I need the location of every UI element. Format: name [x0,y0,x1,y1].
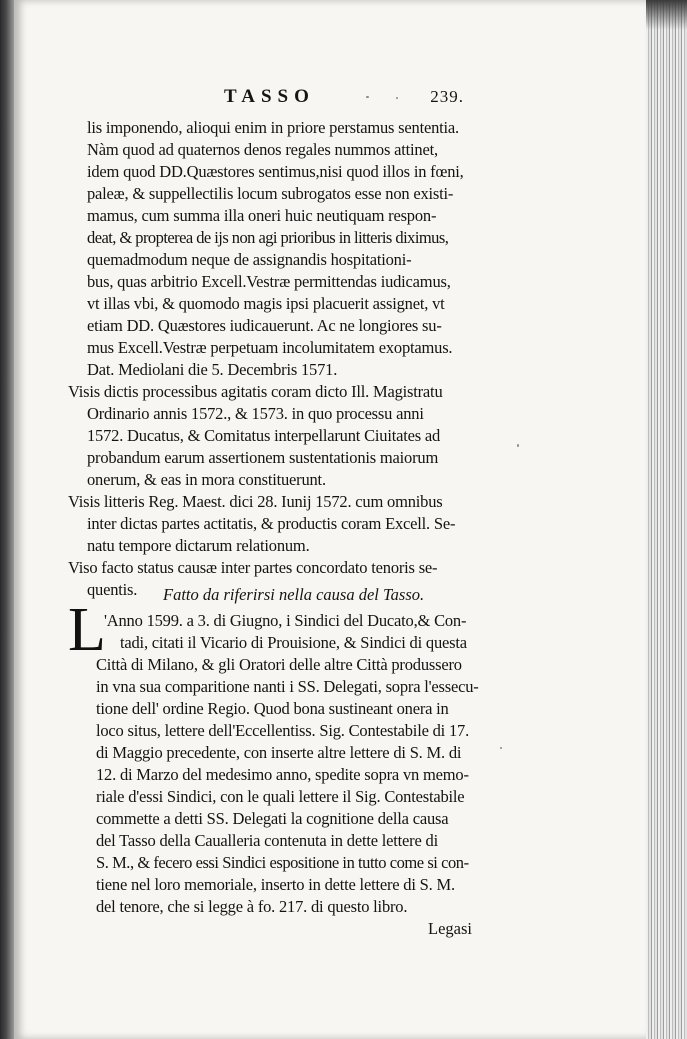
body-line: Visis litteris Reg. Maest. dici 28. Iunij 1572. cum omnibus [68,492,443,511]
body-line: Ordinario annis 1572., & 1573. in quo processu anni [87,404,424,423]
body-line: 1572. Ducatus, & Comitatus interpellarunt Ciuitates ad [87,426,441,445]
body-line: inter dictas partes actitatis, & productis coram Excell. Se- [87,514,456,533]
section-line: in vna sua comparitione nanti i SS. Delegati, sopra l'essecu- [96,677,479,696]
section-line: di Maggio precedente, con inserte altre lettere di S. M. di [96,743,462,762]
ink-speck [396,97,398,99]
section-line: 'Anno 1599. a 3. di Giugno, i Sindici del Ducato,& Con- [104,611,467,630]
body-line: quentis. [87,580,138,599]
ink-speck [500,747,502,749]
body-line: Nàm quod ad quaternos denos regales nummos attinet, [87,140,438,159]
body-line: probandum earum assertionem sustentationis maiorum [87,448,439,467]
body-line: quemadmodum neque de assignandis hospitationi- [87,250,412,269]
body-line: onerum, & eas in mora constituerunt. [87,470,326,489]
section-line: tiene nel loro memoriale, inserto in dette lettere di S. M. [96,875,455,894]
body-line: paleæ, & suppellectilis locum subrogatos esse non existi- [87,184,454,203]
body-line: Visis dictis processibus agitatis coram dicto Ill. Magistratu [68,382,443,401]
body-line: vt illas vbi, & quomodo magis ipsi placuerit assignet, vt [87,294,445,313]
body-line: Dat. Mediolani die 5. Decembris 1571. [87,360,338,379]
section-line: riale d'essi Sindici, con le quali lettere il Sig. Contestabile [96,787,465,806]
ink-speck [517,444,519,447]
drop-cap: L [68,596,106,664]
section-line: 12. di Marzo del medesimo anno, spedite sopra vn memo- [96,765,469,784]
body-line: natu tempore dictarum relationum. [87,536,310,555]
ink-speck [366,96,369,98]
body-line: deat, & propterea de ijs non agi prioribus in litteris diximus, [87,228,449,247]
body-line: Viso facto status causæ inter partes concordato tenoris se- [68,558,438,577]
catchword: Legasi [428,919,472,938]
body-line: mamus, cum summa illa oneri huic neutiquam respon- [87,206,437,225]
section-line: loco situs, lettere dell'Eccellentiss. Sig. Contestabile di 17. [96,721,470,740]
section-heading: Fatto da riferirsi nella causa del Tasso. [163,585,425,604]
body-line: lis imponendo, alioqui enim in priore perstamus sententia. [87,118,459,137]
body-line: bus, quas arbitrio Excell.Vestræ permittendas iudicamus, [87,272,451,291]
body-line: idem quod DD.Quæstores sentimus,nisi quod illos in fœni, [87,162,464,181]
section-line: tione dell' ordine Regio. Quod bona sustineant onera in [96,699,449,718]
running-title: TASSO [224,86,315,107]
section-line: tadi, citati il Vicario di Prouisione, & Sindici di questa [120,633,467,652]
section-line: del tenore, che si legge à fo. 217. di questo libro. [96,897,408,916]
body-line: mus Excell.Vestræ perpetuam incolumitatem exoptamus. [87,338,453,357]
body-line: etiam DD. Quæstores iudicauerunt. Ac ne longiores su- [87,316,442,335]
page-number: 239. [430,87,464,106]
section-line: del Tasso della Caualleria contenuta in dette lettere di [96,831,438,850]
section-line: Città di Milano, & gli Oratori delle altre Città produssero [96,655,462,674]
section-line: S. M., & fecero essi Sindici espositione in tutto come si con- [96,853,469,872]
section-line: commette a detti SS. Delegati la cognitione della causa [96,809,449,828]
